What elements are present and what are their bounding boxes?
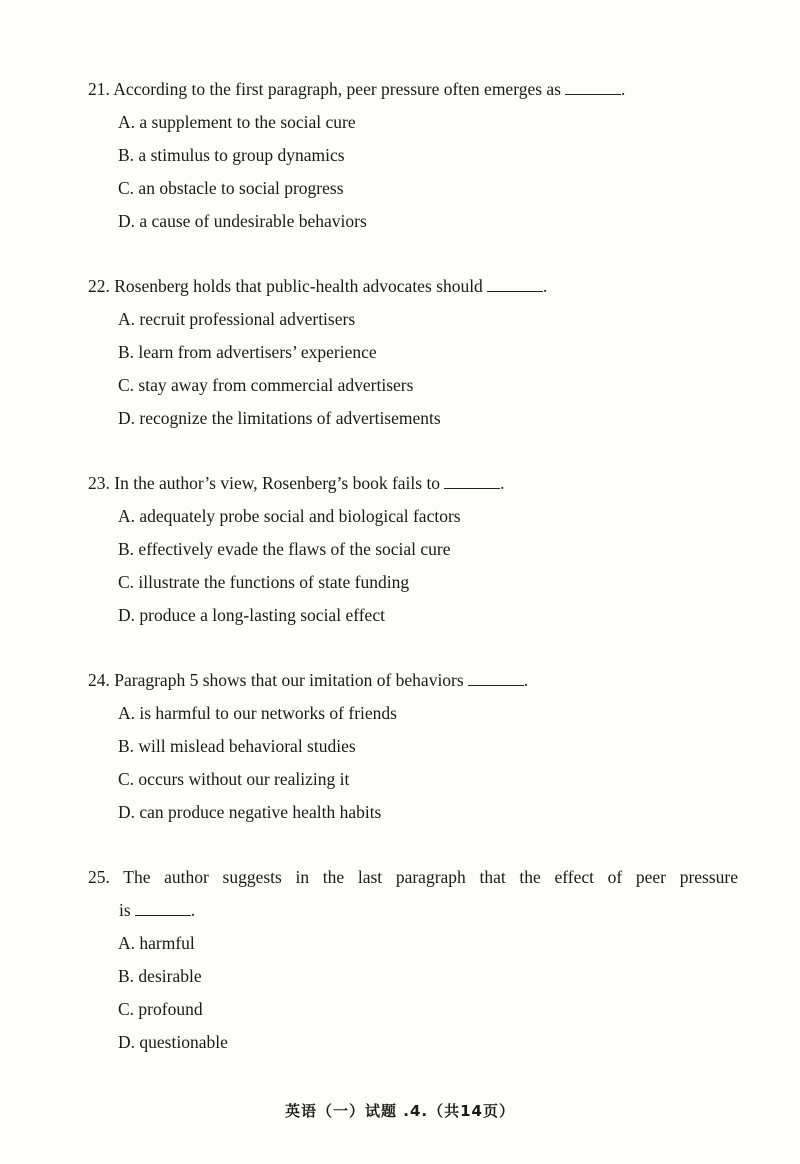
question-number: 23. (88, 473, 110, 493)
question-number: 24. (88, 670, 110, 690)
question-stem (88, 73, 738, 106)
question-24 (88, 664, 738, 829)
option-c: C. occurs without our realizing it (118, 769, 350, 789)
option-b: B. desirable (118, 966, 202, 986)
question-text: Paragraph 5 shows that our imitation of behaviors (114, 670, 464, 690)
option-a: A. recruit professional advertisers (118, 309, 356, 329)
option-b: B. learn from advertisers’ experience (118, 342, 377, 362)
option-list (88, 927, 738, 1059)
option-d: D. a cause of undesirable behaviors (118, 211, 367, 231)
option-d: D. questionable (118, 1032, 228, 1052)
question-text-continued: is (119, 900, 131, 920)
answer-blank (487, 277, 543, 292)
question-number: 22. (88, 276, 110, 296)
option-c: C. stay away from commercial advertisers (118, 375, 414, 395)
question-22 (88, 270, 738, 435)
question-stem (88, 861, 738, 894)
option-d: D. recognize the limitations of advertisements (118, 408, 441, 428)
option-b: B. effectively evade the flaws of the social cure (118, 539, 451, 559)
question-text: According to the first paragraph, peer pressure often emerges as (113, 79, 561, 99)
option-d: D. can produce negative health habits (118, 802, 382, 822)
option-a: A. a supplement to the social cure (118, 112, 356, 132)
option-a: A. harmful (118, 933, 195, 953)
question-stem-end: . (621, 79, 626, 99)
question-text: In the author’s view, Rosenberg’s book fails to (114, 473, 441, 493)
option-a: A. is harmful to our networks of friends (118, 703, 397, 723)
option-list (88, 500, 738, 632)
question-stem (88, 467, 738, 500)
question-stem-continued (88, 894, 738, 927)
question-stem (88, 270, 738, 303)
question-text: Rosenberg holds that public-health advocates should (114, 276, 483, 296)
option-list (88, 303, 738, 435)
option-c: C. profound (118, 999, 203, 1019)
option-d: D. produce a long-lasting social effect (118, 605, 385, 625)
question-21 (88, 73, 738, 238)
option-b: B. a stimulus to group dynamics (118, 145, 345, 165)
question-23 (88, 467, 738, 632)
question-25 (88, 861, 738, 1059)
question-text: The author suggests in the last paragraph that the effect of peer pressure (123, 867, 738, 887)
question-stem-end: . (500, 473, 505, 493)
answer-blank (468, 671, 524, 686)
question-number: 25. (88, 867, 110, 887)
answer-blank (565, 80, 621, 95)
question-stem-end: . (542, 276, 548, 296)
option-c: C. illustrate the functions of state funding (118, 572, 410, 592)
option-b: B. will mislead behavioral studies (118, 736, 356, 756)
question-number: 21. (88, 79, 110, 99)
option-list (88, 697, 738, 829)
page-footer: 英语（一）试题 .4.（共14页） (285, 1102, 515, 1120)
question-stem (88, 664, 738, 697)
option-a: A. adequately probe social and biological factors (118, 506, 461, 526)
question-stem-end: . (523, 670, 529, 690)
option-list (88, 106, 738, 238)
answer-blank (135, 901, 191, 916)
question-stem-end: . (190, 900, 196, 920)
answer-blank (444, 474, 500, 489)
option-c: C. an obstacle to social progress (118, 178, 344, 198)
